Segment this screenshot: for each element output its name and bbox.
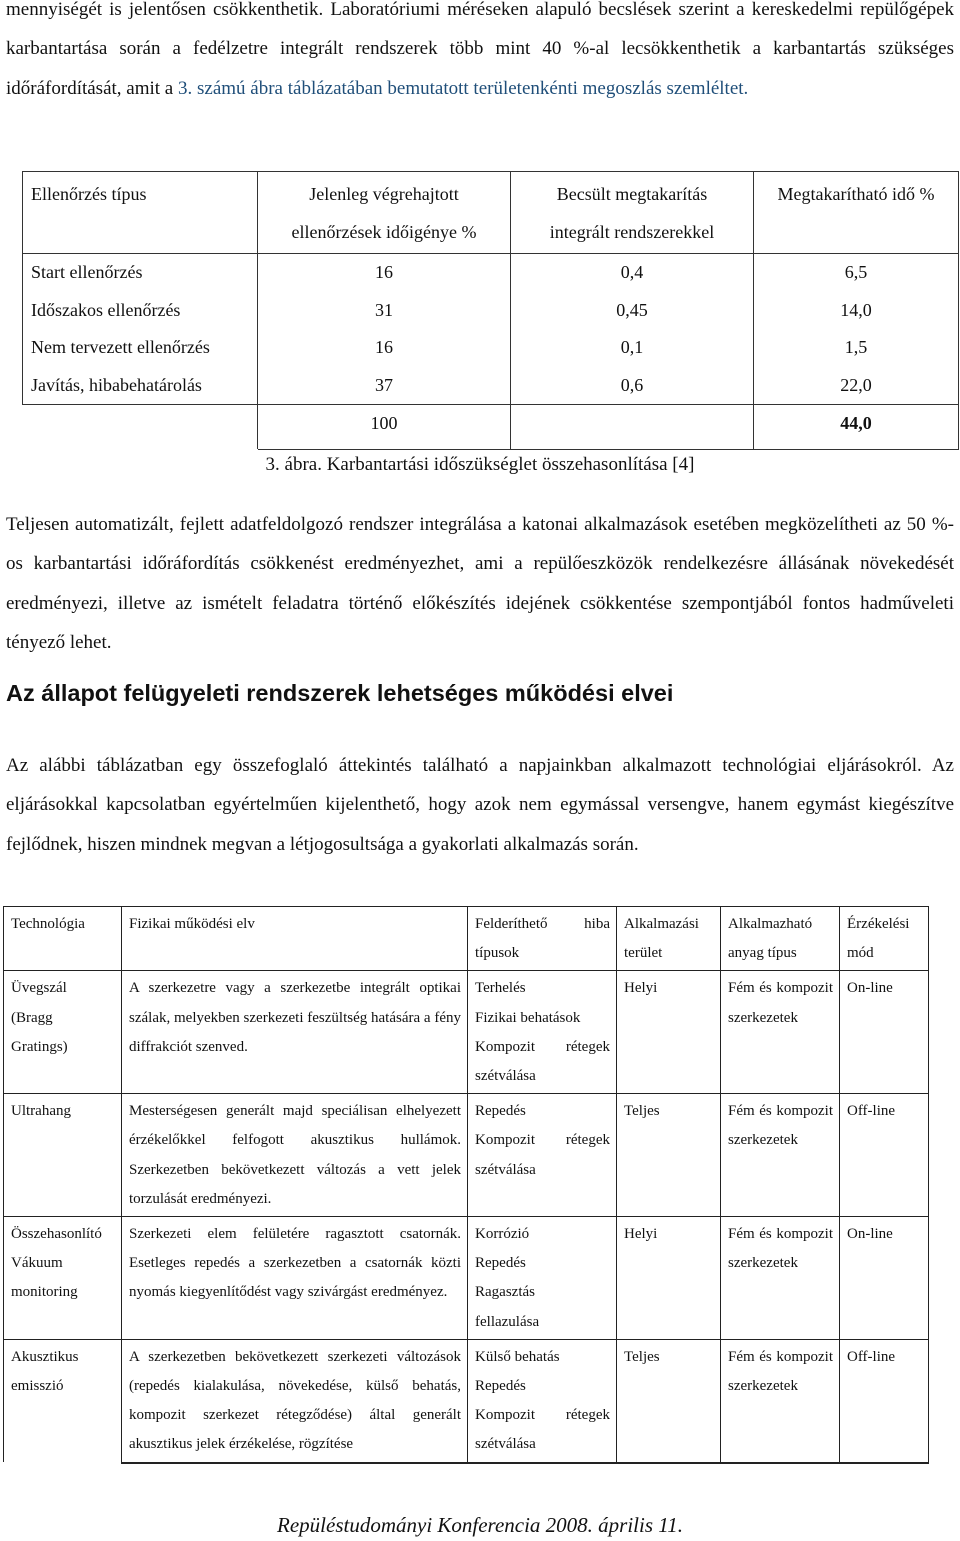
table2-cell-technology: Összehasonlító Vákuum monitoring xyxy=(4,1217,122,1340)
table1-cell-current: 16 xyxy=(258,254,511,292)
table1-cell-type: Nem tervezett ellenőrzés xyxy=(23,329,258,367)
table2-cell-principle: A szerkezetben bekövetkezett szerkezeti változások (repedés kialakulása, növekedése, külső behatás, kompozit szerkezet rétegződése) által generált akusztikus jelek érzékelése, rögzítése xyxy=(122,1339,468,1462)
table-row xyxy=(23,254,959,292)
table1-cell-type: Javítás, hibabehatárolás xyxy=(23,367,258,405)
table2-cell-area: Teljes xyxy=(617,1339,721,1462)
table2-cell-mode: On-line xyxy=(840,1217,929,1340)
table2-header-material: Alkalmazható anyag típus xyxy=(721,907,840,971)
table1-total-saved: 44,0 xyxy=(754,405,959,450)
table1-header-saving: Becsült megtakarítás integrált rendszerekkel xyxy=(511,172,754,254)
table-row xyxy=(23,292,959,330)
table1-cell-current: 16 xyxy=(258,329,511,367)
intro-text: mennyiségét is jelentősen csökkenthetik. Laboratóriumi méréseken alapuló becslések szerint a kereskedelmi repülőgépek karbantartása során a fedélzetre integrált rendszerek több mint 40 %-al lecsökkenthetik a karbantartás szükséges időráfordítását, amit a xyxy=(6,0,954,99)
body-paragraph-automation: Teljesen automatizált, fejlett adatfeldolgozó rendszer integrálása a katonai alkalmazások esetében megközelítheti az 50 %-os karbantartási időráfordítás csökkenést eredményezhet, ami a repülőeszközök rendelkezésre állásának növekedését eredményezi, illetve az ismételt feladatra történő előkészítés idejének csökkentése szempontjából fontos hadműveleti tényező lehet. xyxy=(6,514,954,654)
table2-cell-material: Fém és kompozit szerkezetek xyxy=(721,1217,840,1340)
table2-cell-area: Teljes xyxy=(617,1094,721,1217)
table1-cell-saving: 0,4 xyxy=(511,254,754,292)
table2-cell-principle: A szerkezetre vagy a szerkezetbe integrált optikai szálak, melyekben szerkezeti feszültség hatására a fény diffrakciót szenved. xyxy=(122,971,468,1094)
table2-cell-material: Fém és kompozit szerkezetek xyxy=(721,1094,840,1217)
table1-cell-current: 31 xyxy=(258,292,511,330)
table1-cell-saving: 0,45 xyxy=(511,292,754,330)
table2-cell-mode: On-line xyxy=(840,971,929,1094)
table1-cell-saving: 0,6 xyxy=(511,367,754,405)
table2-header-principle: Fizikai működési elv xyxy=(122,907,468,971)
table2-cell-faults: Repedés Kompozit rétegek szétválása xyxy=(468,1094,617,1217)
table2-cell-material: Fém és kompozit szerkezetek xyxy=(721,1339,840,1462)
table-row xyxy=(23,367,959,405)
table2-header-row xyxy=(4,907,929,971)
table1-cell-saved: 6,5 xyxy=(754,254,959,292)
table1-cell-current: 37 xyxy=(258,367,511,405)
table2-cell-faults: Terhelés Fizikai behatások Kompozit rétegek szétválása xyxy=(468,971,617,1094)
table2-cell-area: Helyi xyxy=(617,1217,721,1340)
table1-cell-type: Start ellenőrzés xyxy=(23,254,258,292)
table1-header-current: Jelenleg végrehajtott ellenőrzések időigénye % xyxy=(258,172,511,254)
table1-total-saving xyxy=(511,405,754,450)
figure-reference-link[interactable]: 3. számú ábra táblázatában bemutatott területenkénti megoszlás szemléltet. xyxy=(178,77,749,99)
table2-cell-principle: Szerkezeti elem felületére ragasztott csatornák. Esetleges repedés a szerkezetben a csatornák közti nyomás kiegyenlítődést vagy szivárgást eredményez. xyxy=(122,1217,468,1340)
table2-cell-technology: Üvegszál (Bragg Gratings) xyxy=(4,971,122,1094)
table-row xyxy=(4,1339,929,1462)
table1-cell-saved: 14,0 xyxy=(754,292,959,330)
table-row xyxy=(4,1094,929,1217)
table1-header-type: Ellenőrzés típus xyxy=(23,172,258,254)
table1-cell-type: Időszakos ellenőrzés xyxy=(23,292,258,330)
body-paragraph-overview: Az alábbi táblázatban egy összefoglaló áttekintés található a napjainkban alkalmazott technológiai eljárásokról. Az eljárásokkal kapcsolatban egyértelműen kijelenthető, hogy azok nem egymással versengve, hanem egymást kiegészítve fejlődnek, hiszen mindnek megvan a létjogosultsága a gyakorlati alkalmazás során. xyxy=(6,755,954,855)
page-footer: Repüléstudományi Konferencia 2008. április 11. xyxy=(277,1513,683,1537)
technology-table xyxy=(3,906,929,1464)
table2-header-technology: Technológia xyxy=(4,907,122,971)
table1-total-current: 100 xyxy=(258,405,511,450)
table2-cell-material: Fém és kompozit szerkezetek xyxy=(721,971,840,1094)
table2-cell-mode: Off-line xyxy=(840,1094,929,1217)
table1-cell-saved: 1,5 xyxy=(754,329,959,367)
table1-cell-saved: 22,0 xyxy=(754,367,959,405)
table1-cell-saving: 0,1 xyxy=(511,329,754,367)
table1-total-label xyxy=(23,405,258,450)
table1-header-row xyxy=(23,172,959,254)
table2-header-area: Alkalmazási terület xyxy=(617,907,721,971)
table1-total-row xyxy=(23,405,959,450)
table2-cell-technology: Ultrahang xyxy=(4,1094,122,1217)
table-row xyxy=(23,329,959,367)
table2-cell-technology: Akusztikus emisszió xyxy=(4,1339,122,1462)
table2-cell-area: Helyi xyxy=(617,971,721,1094)
section-title: Az állapot felügyeleti rendszerek lehetséges működési elvei xyxy=(6,680,674,706)
table-row xyxy=(4,1217,929,1340)
maintenance-time-table xyxy=(22,171,959,450)
intro-paragraph xyxy=(6,0,954,108)
figure-caption: 3. ábra. Karbantartási időszükséglet összehasonlítása [4] xyxy=(265,454,695,475)
table2-cell-mode: Off-line xyxy=(840,1339,929,1462)
table2-cell-principle: Mesterségesen generált majd speciálisan elhelyezett érzékelőkkel felfogott akusztikus hullámok. Szerkezetben bekövetkezett változás a vett jelek torzulását eredményezi. xyxy=(122,1094,468,1217)
table2-header-mode: Érzékelési mód xyxy=(840,907,929,971)
table2-cell-faults: Korrózió Repedés Ragasztás fellazulása xyxy=(468,1217,617,1340)
table2-header-faults: Felderíthető hiba típusok xyxy=(468,907,617,971)
table2-cell-faults: Külső behatás Repedés Kompozit rétegek szétválása xyxy=(468,1339,617,1462)
table-row xyxy=(4,971,929,1094)
table1-header-saved-time: Megtakarítható idő % xyxy=(754,172,959,254)
